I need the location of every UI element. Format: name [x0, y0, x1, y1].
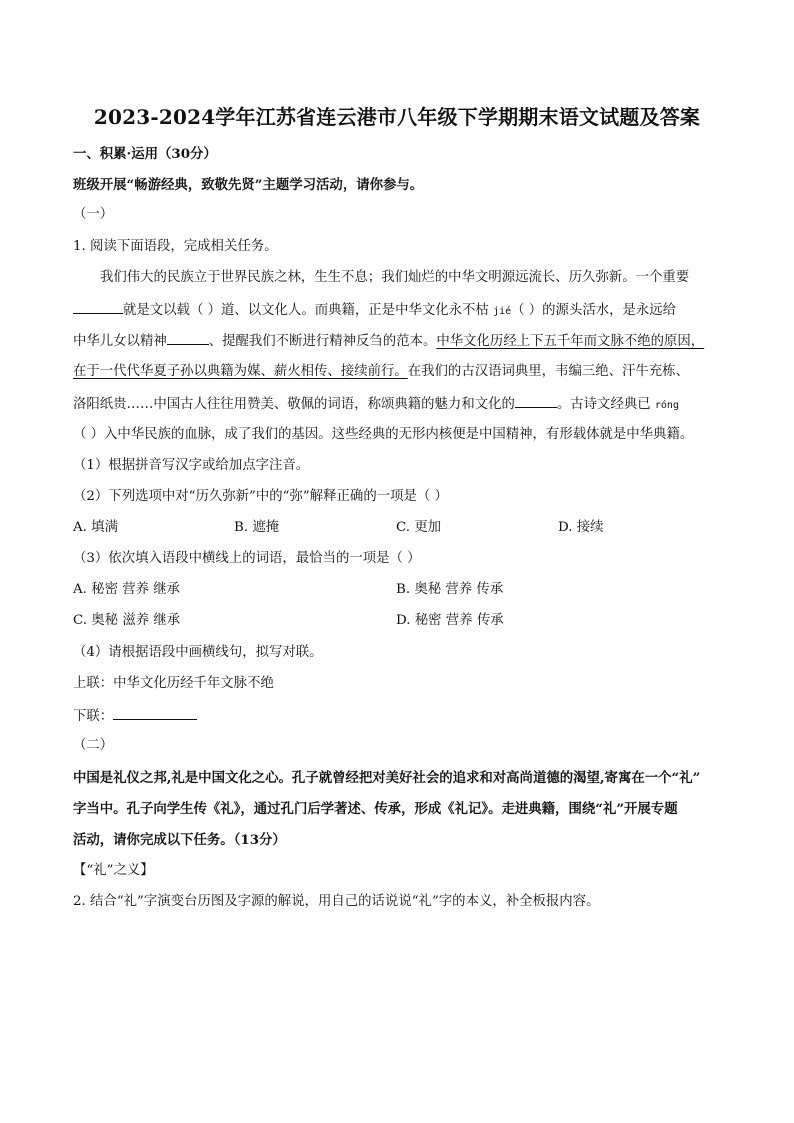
- fill-blank[interactable]: [515, 393, 557, 408]
- passage-text: 中华儿女以精神: [73, 334, 167, 349]
- question-1-stem: 1. 阅读下面语段，完成相关任务。: [73, 239, 278, 254]
- couplet-lower: [73, 705, 197, 727]
- option-d[interactable]: D. 接续: [558, 520, 604, 535]
- option-b[interactable]: B. 遮掩: [234, 520, 280, 535]
- option-a[interactable]: A. 秘密 营养 继承: [73, 582, 181, 597]
- page-title: 2023-2024学年江苏省连云港市八年级下学期期末语文试题及答案: [93, 105, 701, 129]
- passage-text: （ ）的源头活水，是永远给: [511, 303, 677, 318]
- couplet-lower-label: 下联：: [73, 709, 114, 724]
- option-c[interactable]: C. 更加: [396, 520, 442, 535]
- part-2-intro-line-3: 活动，请你完成以下任务。（13分）: [73, 832, 286, 848]
- fill-blank[interactable]: [73, 299, 123, 314]
- passage-text: 就是文以载（ ）道、以文化人。而典籍，正是中华文化永不枯: [123, 303, 494, 318]
- passage-line-4: [73, 362, 689, 382]
- passage-text: 、提醒我们不断进行精神反刍的范本。: [208, 334, 437, 349]
- passage-text: 在我们的古汉语词典里，韦编三绝、汗牛充栋、: [407, 364, 689, 379]
- couplet-upper: 上联：中华文化历经千年文脉不绝: [73, 676, 274, 691]
- part-2-intro-line-1: 中国是礼仪之邦,礼是中国文化之心。孔子就曾经把对美好社会的追求和对高尚道德的渴望,寄寓在一个“礼”: [73, 770, 701, 786]
- option-d[interactable]: D. 秘密 营养 传承: [396, 613, 504, 628]
- part-2-intro-line-2: 字当中。孔子向学生传《礼》，通过孔门后学著述、传承，形成《礼记》。走进典籍，围绕“礼”开展专题: [73, 801, 678, 817]
- option-c[interactable]: C. 奥秘 滋养 继承: [73, 613, 181, 628]
- pinyin: jié: [493, 306, 512, 317]
- option-a[interactable]: A. 填满: [73, 520, 118, 535]
- activity-intro: 班级开展“畅游经典，致敬先贤”主题学习活动，请你参与。: [73, 177, 424, 193]
- part-label-1: （一）: [73, 207, 114, 222]
- passage-text: 。古诗文经典已: [556, 397, 655, 412]
- answer-blank[interactable]: [113, 705, 197, 720]
- sub-question-2: （2）下列选项中对“历久弥新”中的“弥”解释正确的一项是（ ）: [73, 489, 448, 504]
- pinyin: róng: [654, 400, 679, 411]
- question-2-stem: 2. 结合“礼”字演变台历图及字源的解说，用自己的话说说“礼”字的本义，补全板报内容。: [73, 894, 600, 909]
- option-b[interactable]: B. 奥秘 营养 传承: [396, 582, 504, 597]
- passage-line-3: [73, 330, 704, 352]
- sub-question-3: （3）依次填入语段中横线上的词语，最恰当的一项是（ ）: [73, 551, 421, 566]
- passage-line-5: [73, 393, 679, 416]
- passage-line-6: （ ）入中华民族的血脉，成了我们的基因。这些经典的无形内核便是中国精神，有形载体就是中华典籍。: [73, 427, 694, 442]
- underlined-sentence: 中华文化历经上下五千年而文脉不绝的原因，: [436, 334, 705, 349]
- passage-line-1: 我们伟大的民族立于世界民族之林，生生不息；我们灿烂的中华文明源远流长、历久弥新。一个重要: [100, 270, 690, 285]
- passage-line-2: [73, 299, 676, 322]
- section-heading: 一、积累·运用（30分）: [73, 146, 217, 162]
- passage-text: 洛阳纸贵……中国古人往往用赞美、敬佩的词语，称颂典籍的魅力和文化的: [73, 397, 515, 412]
- fill-blank[interactable]: [167, 330, 209, 345]
- sub-question-1: （1）根据拼音写汉字或给加点字注音。: [73, 458, 310, 473]
- part-label-2: （二）: [73, 738, 114, 753]
- underlined-sentence: 在于一代代华夏子孙以典籍为媒、薪火相传、接续前行。: [73, 364, 408, 379]
- subheading: 【“礼”之义】: [73, 863, 154, 878]
- sub-question-4: （4）请根据语段中画横线句，拟写对联。: [73, 645, 323, 660]
